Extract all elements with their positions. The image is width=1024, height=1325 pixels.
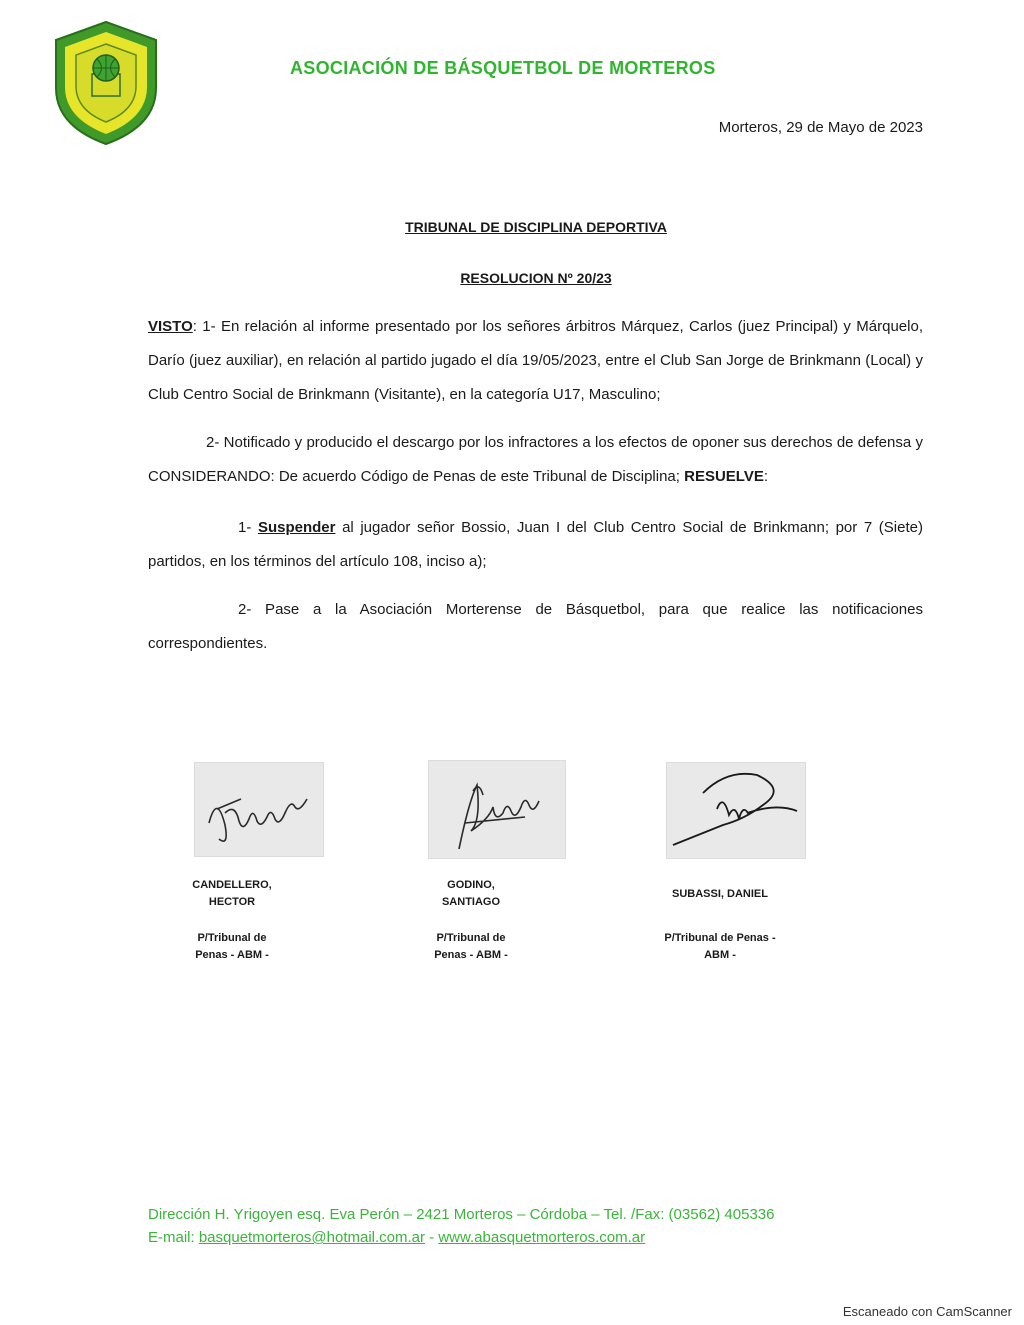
signatory-name-3: SUBASSI, DANIEL — [672, 888, 768, 900]
email-link[interactable]: basquetmorteros@hotmail.com.ar — [198, 1229, 425, 1246]
signature-subassi — [666, 762, 806, 859]
notification-text: 2- Notificado y producido el descargo por los infractores a los efectos de oponer sus derechos de defensa y CONSIDERANDO: De acuerdo Código de Penas de este Tribunal de Disciplina; — [148, 434, 923, 485]
signatory-name-1: CANDELLERO, HECTOR — [192, 879, 272, 908]
visto-text: : 1- En relación al informe presentado por los señores árbitros Márquez, Carlos (juez Principal) y Márquelo, Darío (juez auxiliar), en relación al partido jugado el día 19/05/2023, entre el Club San Jorge de Brinkmann (Local) y Club Centro Social de Brinkmann (Visitante), en la categoría U17, Masculino; — [148, 318, 923, 403]
resolution-item-2-text: 2- Pase a la Asociación Morterense de Básquetbol, para que realice las notificaciones correspondientes. — [148, 601, 923, 652]
resolution-item-1-text: al jugador señor Bossio, Juan I del Club Centro Social de Brinkmann; por 7 (Siete) partidos, en los términos del artículo 108, inciso a); — [148, 519, 923, 570]
footer-address: Dirección H. Yrigoyen esq. Eva Perón – 2421 Morteros – Córdoba – Tel. /Fax: (03562) 405336 — [148, 1206, 775, 1223]
visto-label: VISTO — [148, 318, 193, 335]
footer-contact: E-mail: basquetmorteros@hotmail.com.ar - www.abasquetmorteros.com.ar — [148, 1229, 646, 1246]
suspender-label: Suspender — [257, 519, 336, 536]
signatory-role-1: P/Tribunal de Penas - ABM - — [195, 932, 269, 961]
visto-paragraph — [148, 310, 923, 412]
association-logo — [52, 18, 160, 148]
resolution-number: RESOLUCION Nº 20/23 — [460, 270, 612, 286]
signature-godino — [428, 760, 566, 859]
resuelve-label: RESUELVE — [684, 468, 764, 485]
document-date: Morteros, 29 de Mayo de 2023 — [718, 119, 923, 136]
email-label: E-mail: — [148, 1229, 195, 1246]
website-link[interactable]: www.abasquetmorteros.com.ar — [438, 1229, 646, 1246]
organization-title: ASOCIACIÓN DE BÁSQUETBOL DE MORTEROS — [290, 58, 716, 78]
signatory-name-2: GODINO, SANTIAGO — [441, 879, 501, 908]
signature-candellero — [194, 762, 324, 857]
signatory-role-2: P/Tribunal de Penas - ABM - — [434, 932, 508, 961]
resolution-item-1: 1- Suspender al jugador señor Bossio, Juan I del Club Centro Social de Brinkmann; por 7 (Siete) partidos, en los términos del artículo 108, inciso a); — [148, 519, 923, 570]
scan-watermark: Escaneado con CamScanner — [842, 1304, 1012, 1319]
tribunal-heading: TRIBUNAL DE DISCIPLINA DEPORTIVA — [405, 219, 667, 235]
signatory-role-3: P/Tribunal de Penas - ABM - — [664, 932, 776, 961]
notification-paragraph: 2- Notificado y producido el descargo por los infractores a los efectos de oponer sus derechos de defensa y CONSIDERANDO: De acuerdo Código de Penas de este Tribunal de Disciplina; RESUELVE: — [148, 434, 923, 485]
resolution-item-2 — [148, 593, 923, 661]
